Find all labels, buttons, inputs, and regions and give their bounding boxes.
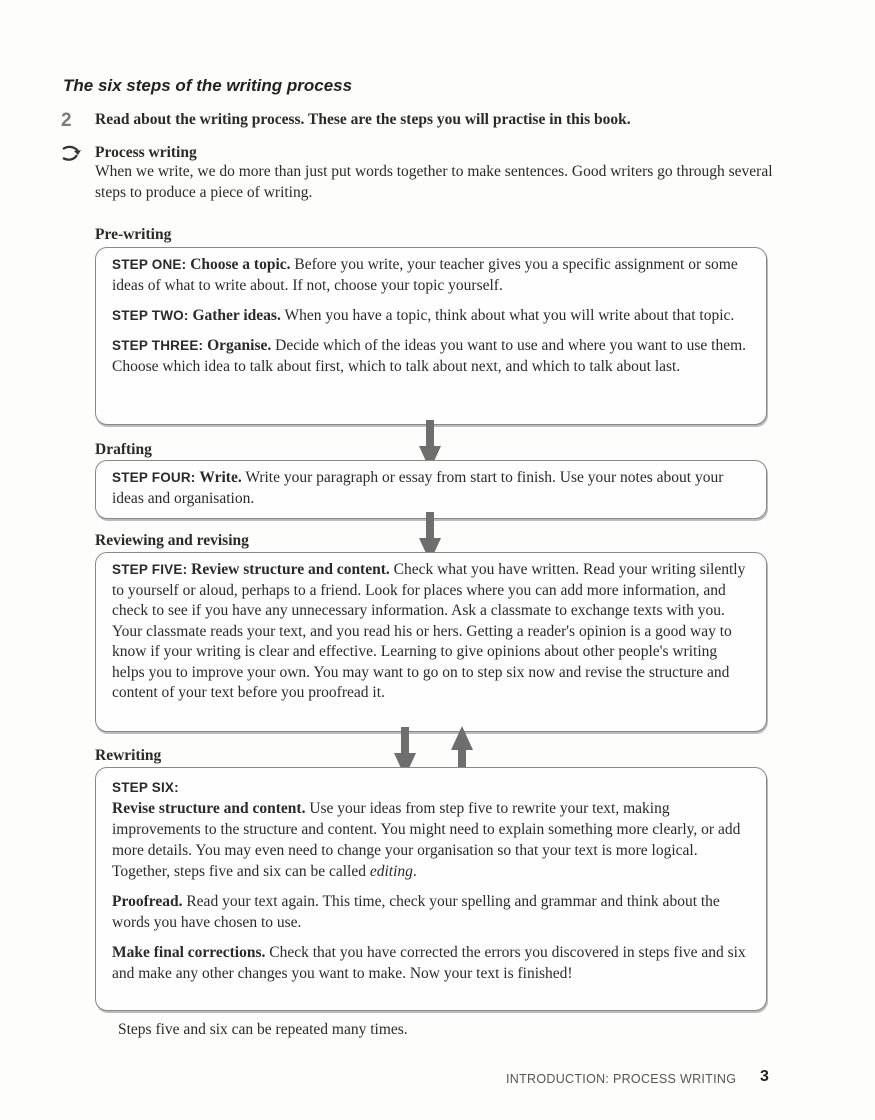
step-six-label-line bbox=[112, 777, 750, 798]
step-two-label: STEP TWO: bbox=[112, 308, 189, 323]
final-corrections-paragraph bbox=[112, 942, 750, 984]
step-three-label: STEP THREE: bbox=[112, 338, 204, 353]
step-two-paragraph bbox=[112, 305, 750, 326]
drafting-heading: Drafting bbox=[95, 441, 152, 458]
step-four-label: STEP FOUR: bbox=[112, 470, 196, 485]
footer-label: INTRODUCTION: PROCESS WRITING bbox=[506, 1072, 737, 1086]
proofread-paragraph bbox=[112, 891, 750, 933]
process-writing-heading: Process writing bbox=[95, 144, 197, 161]
rewriting-box bbox=[95, 767, 767, 1011]
revise-text: Use your ideas from step five to rewrite your text, making improvements to the structure and content. You might need to explain something more clearly, or add more details. You may even need to change your organisation so that your text is more logical. Together, steps five and six can be called bbox=[112, 800, 741, 880]
final-corrections-title: Make final corrections. bbox=[112, 944, 266, 961]
closing-note: Steps five and six can be repeated many times. bbox=[118, 1021, 408, 1038]
drafting-box bbox=[95, 460, 767, 519]
step-four-text: Write your paragraph or essay from start to finish. Use your notes about your ideas and organisation. bbox=[112, 469, 724, 507]
step-two-title: Gather ideas. bbox=[192, 307, 281, 324]
revise-paragraph bbox=[112, 798, 750, 882]
final-corrections-text: Check that you have corrected the errors you discovered in steps five and six and make any other changes you want to make. Now your text is finished! bbox=[112, 944, 746, 982]
step-two-text: When you have a topic, think about what you will write about that topic. bbox=[284, 307, 735, 324]
step-five-title: Review structure and content. bbox=[191, 561, 390, 578]
step-one-paragraph bbox=[112, 254, 750, 296]
prewriting-box bbox=[95, 247, 767, 425]
step-six-label: STEP SIX: bbox=[112, 780, 179, 795]
revise-title: Revise structure and content. bbox=[112, 800, 306, 817]
reviewing-box bbox=[95, 552, 767, 732]
exercise-number: 2 bbox=[61, 110, 72, 131]
step-three-text: Decide which of the ideas you want to use and where you want to use them. Choose which idea to talk about first, which to talk about next, and which to talk about last. bbox=[112, 337, 747, 375]
step-one-text: Before you write, your teacher gives you a specific assignment or some ideas of what to write about. If not, choose your topic yourself. bbox=[112, 256, 738, 294]
step-four-paragraph bbox=[112, 467, 750, 509]
revise-end: . bbox=[412, 863, 417, 880]
reviewing-heading: Reviewing and revising bbox=[95, 532, 249, 549]
step-five-paragraph bbox=[112, 560, 750, 704]
step-five-text: Check what you have written. Read your writing silently to yourself or aloud, perhaps to a friend. Look for places where you can add more information, and check to see if you have any unnecessary information. Ask a classmate to exchange texts with you. Your classmate reads your text, and you read his or hers. Getting a reader's opinion is a good way to know if your writing is clear and effective. Learning to give opinions about other people's writing helps you to improve your own. You may want to go on to step six now and revise the structure and content of your text before you proofread it. bbox=[112, 561, 746, 701]
step-one-title: Choose a topic. bbox=[190, 256, 291, 273]
proofread-title: Proofread. bbox=[112, 893, 183, 910]
revise-term: editing bbox=[369, 863, 413, 880]
proofread-text: Read your text again. This time, check your spelling and grammar and think about the words you have chosen to use. bbox=[112, 893, 720, 931]
rewriting-heading: Rewriting bbox=[95, 747, 162, 764]
prewriting-heading: Pre-writing bbox=[95, 226, 172, 243]
exercise-instruction: Read about the writing process. These are the steps you will practise in this book. bbox=[95, 111, 631, 128]
curved-arrow-icon bbox=[60, 143, 82, 163]
step-three-title: Organise. bbox=[207, 337, 272, 354]
step-three-paragraph bbox=[112, 335, 750, 377]
step-four-title: Write. bbox=[199, 469, 242, 486]
page-number: 3 bbox=[760, 1068, 769, 1085]
section-title: The six steps of the writing process bbox=[63, 76, 353, 95]
step-five-label: STEP FIVE: bbox=[112, 562, 188, 577]
process-writing-intro: When we write, we do more than just put words together to make sentences. Good writers go through several steps to produce a piece of writing. bbox=[95, 163, 773, 201]
step-one-label: STEP ONE: bbox=[112, 257, 187, 272]
